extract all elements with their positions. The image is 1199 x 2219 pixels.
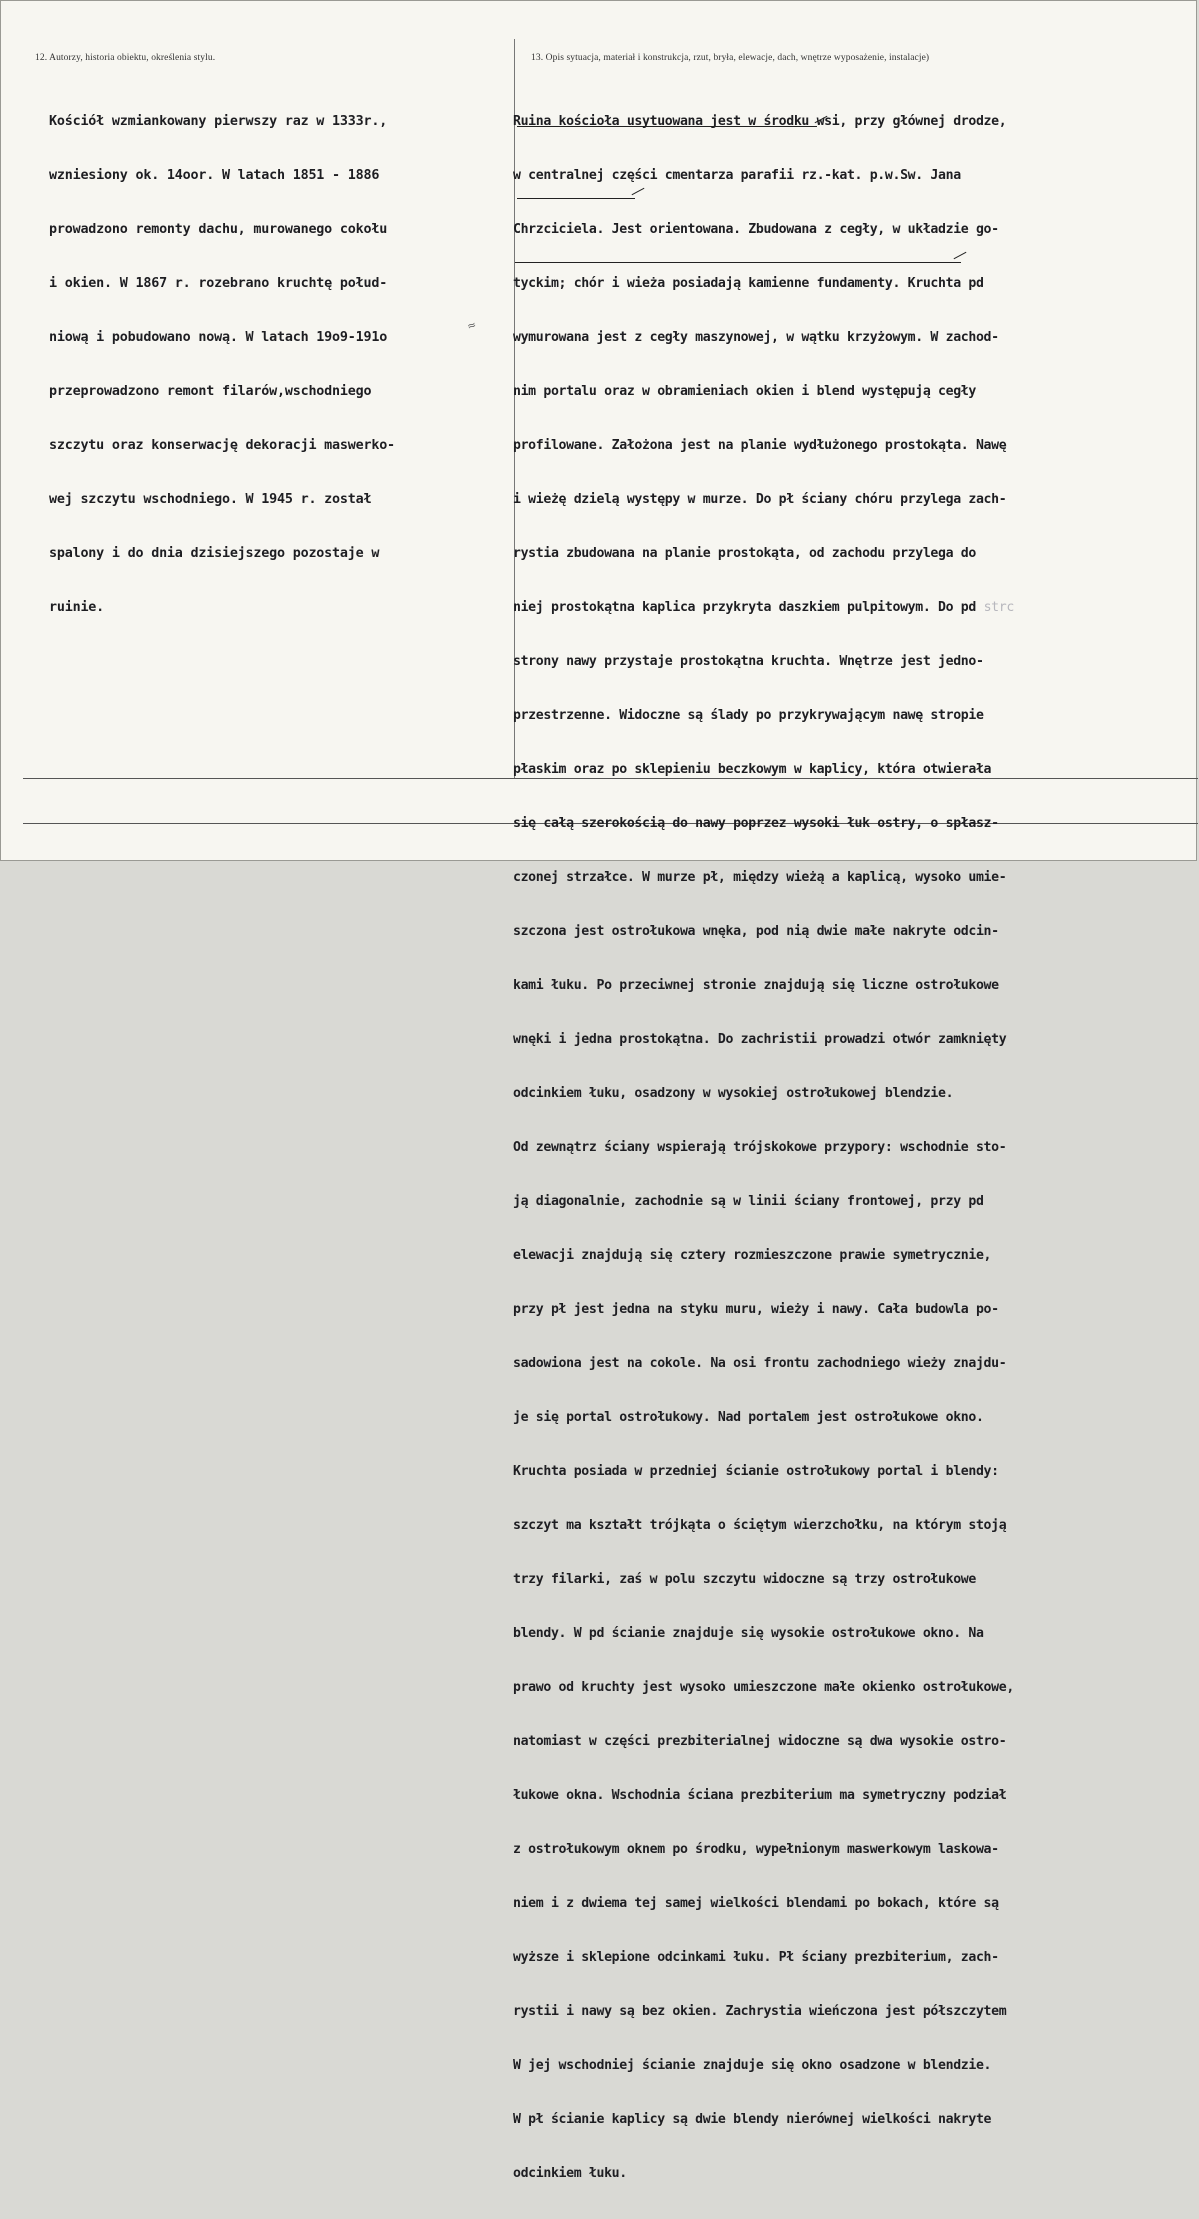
text-line: niem i z dwiema tej samej wielkości blendami po bokach, które są xyxy=(513,1896,999,1911)
text-line: odcinkiem łuku. xyxy=(513,2166,627,2181)
text-line: rystia zbudowana na planie prostokąta, od zachodu przylega do xyxy=(513,546,976,561)
text-line xyxy=(513,599,1014,617)
section-12-header: 12. Autorzy, historia obiektu, określenia stylu. xyxy=(35,53,216,63)
section-13-header: 13. Opis sytuacja, materiał i konstrukcja, rzut, bryła, elewacje, dach, wnętrze wyposażenie, instalacje) xyxy=(531,53,930,63)
text-line: czonej strzałce. W murze pł, między wieżą a kaplicą, wysoko umie- xyxy=(513,870,1007,885)
text-line: Kruchta posiada w przedniej ścianie ostrołukowy portal i blendy: xyxy=(513,1464,999,1479)
description-text xyxy=(513,77,1014,2219)
text-line: elewacji znajdują się cztery rozmieszczone prawie symetrycznie, xyxy=(513,1248,992,1263)
text-line: i okien. W 1867 r. rozebrano kruchtę połud- xyxy=(49,276,388,291)
text-line: Chrzciciela. Jest orientowana. Zbudowana z cegły, w układzie go- xyxy=(513,222,999,237)
text-line: prowadzono remonty dachu, murowanego cokołu xyxy=(49,222,388,237)
text-line: wzniesiony ok. 14oor. W latach 1851 - 1886 xyxy=(49,168,380,183)
text-line: tyckim; chór i wieża posiadają kamienne fundamenty. Kruchta pd xyxy=(513,276,984,291)
text-line: wymurowana jest z cegły maszynowej, w wątku krzyżowym. W zachod- xyxy=(513,330,999,345)
text-line: przy pł jest jedna na styku muru, wieży i nawy. Cała budowla po- xyxy=(513,1302,999,1317)
text-line: Ruina kościoła usytuowana jest w środku wsi, przy głównej drodze, xyxy=(513,114,1007,129)
pen-underline xyxy=(517,198,635,199)
text-line: w centralnej części cmentarza parafii rz.-kat. p.w.Sw. Jana xyxy=(513,168,961,183)
text-line: łukowe okna. Wschodnia ściana prezbiterium ma symetryczny podział xyxy=(513,1788,1007,1803)
stray-pen-mark: ≈ xyxy=(465,317,479,334)
text-line: rystii i nawy są bez okien. Zachrystia wieńczona jest półszczytem xyxy=(513,2004,1007,2019)
text-line: szczona jest ostrołukowa wnęka, pod nią dwie małe nakryte odcin- xyxy=(513,924,999,939)
text-line: prawo od kruchty jest wysoko umieszczone małe okienko ostrołukowe, xyxy=(513,1680,1014,1695)
text-line: się całą szerokością do nawy poprzez wysoki łuk ostry, o spłasz- xyxy=(513,816,999,831)
text-line: odcinkiem łuku, osadzony w wysokiej ostrołukowej blendzie. xyxy=(513,1086,954,1101)
text-line: przestrzenne. Widoczne są ślady po przykrywającym nawę stropie xyxy=(513,708,984,723)
text-line: je się portal ostrołukowy. Nad portalem jest ostrołukowe okno. xyxy=(513,1410,984,1425)
pen-underline xyxy=(515,262,961,263)
text-line: płaskim oraz po sklepieniu beczkowym w kaplicy, która otwierała xyxy=(513,762,992,777)
text-line: profilowane. Założona jest na planie wydłużonego prostokąta. Nawę xyxy=(513,438,1007,453)
text-line-part: niej prostokątna kaplica przykryta daszkiem pulpitowym. Do pd xyxy=(513,600,984,615)
text-line: i wieżę dzielą występy w murze. Do pł ściany chóru przylega zach- xyxy=(513,492,1007,507)
text-line: Od zewnątrz ściany wspierają trójskokowe przypory: wschodnie sto- xyxy=(513,1140,1007,1155)
text-line: kami łuku. Po przeciwnej stronie znajdują się liczne ostrołukowe xyxy=(513,978,999,993)
text-line: z ostrołukowym oknem po środku, wypełnionym maswerkowym laskowa- xyxy=(513,1842,999,1857)
text-line: natomiast w części prezbiterialnej widoczne są dwa wysokie ostro- xyxy=(513,1734,1007,1749)
text-line: ruinie. xyxy=(49,600,105,615)
history-text xyxy=(49,77,395,653)
text-line: W jej wschodniej ścianie znajduje się okno osadzone w blendzie. xyxy=(513,2058,992,2073)
text-line: trzy filarki, zaś w polu szczytu widoczne są trzy ostrołukowe xyxy=(513,1572,976,1587)
text-line: blendy. W pd ścianie znajduje się wysokie ostrołukowe okno. Na xyxy=(513,1626,984,1641)
text-line: wyższe i sklepione odcinkami łuku. Pł ściany prezbiterium, zach- xyxy=(513,1950,999,1965)
text-line: strony nawy przystaje prostokątna kruchta. Wnętrze jest jedno- xyxy=(513,654,984,669)
text-line: szczytu oraz konserwację dekoracji maswerko- xyxy=(49,438,395,453)
text-line: spalony i do dnia dzisiejszego pozostaje w xyxy=(49,546,380,561)
pen-underline xyxy=(517,126,817,127)
text-line: Kościół wzmiankowany pierwszy raz w 1333r., xyxy=(49,114,388,129)
text-line: nim portalu oraz w obramieniach okien i blend występują cegły xyxy=(513,384,976,399)
text-line: W pł ścianie kaplicy są dwie blendy nierównej wielkości nakryte xyxy=(513,2112,992,2127)
text-line: sadowiona jest na cokole. Na osi frontu zachodniego wieży znajdu- xyxy=(513,1356,1007,1371)
overtyped-fragment: strc xyxy=(983,600,1014,615)
text-line: niową i pobudowano nową. W latach 19o9-191o xyxy=(49,330,388,345)
text-line: ją diagonalnie, zachodnie są w linii ściany frontowej, przy pd xyxy=(513,1194,984,1209)
text-line: szczyt ma kształt trójkąta o ściętym wierzchołku, na którym stoją xyxy=(513,1518,1007,1533)
text-line: wej szczytu wschodniego. W 1945 r. został xyxy=(49,492,372,507)
text-line: wnęki i jedna prostokątna. Do zachristii prowadzi otwór zamknięty xyxy=(513,1032,1007,1047)
text-line: przeprowadzono remont filarów,wschodniego xyxy=(49,384,372,399)
